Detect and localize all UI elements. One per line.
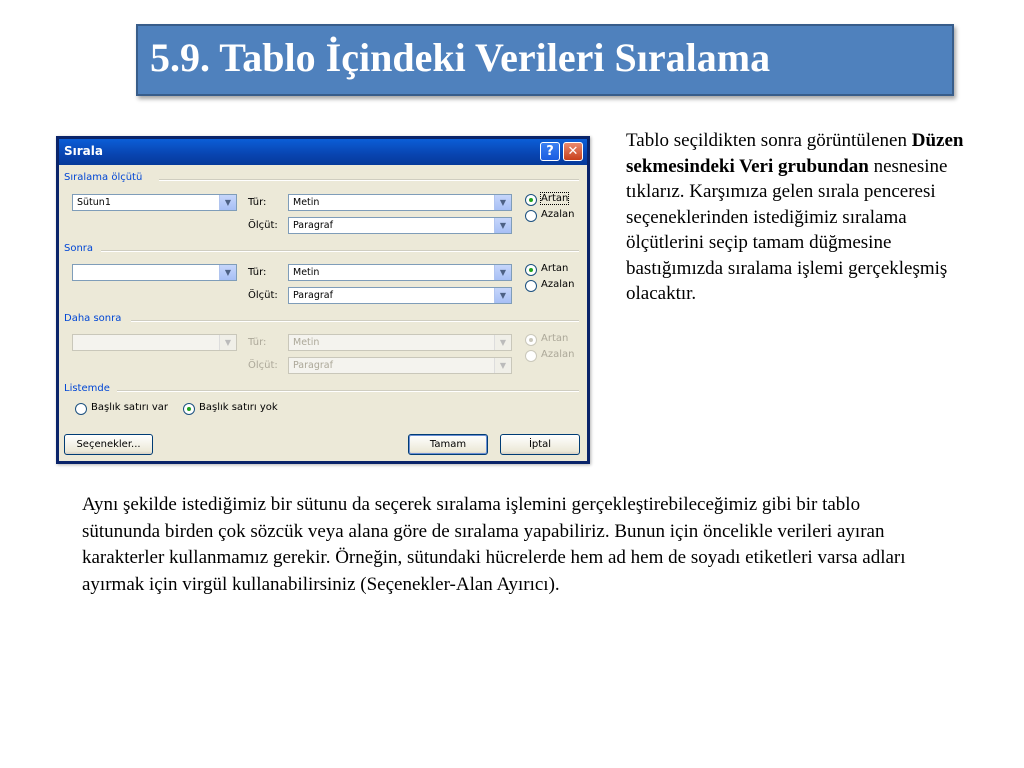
then-by-2-label: Daha sonra [64, 313, 122, 324]
sort-by-type-value: Metin [293, 197, 320, 208]
chevron-down-icon[interactable]: ▼ [219, 335, 236, 350]
description-bold: Düzen sekmesindeki Veri grubundan [626, 130, 964, 177]
then-by-2-column-select[interactable] [72, 334, 237, 351]
type-label: Tür: [248, 197, 267, 208]
divider [101, 250, 579, 252]
then-by-type-value: Metin [293, 267, 320, 278]
then-by-2-type-value: Metin [293, 337, 320, 348]
then-by-desc-label[interactable]: Azalan [541, 279, 575, 290]
slide-title-box [136, 24, 954, 96]
sort-by-criterion-select[interactable] [288, 217, 512, 234]
sort-by-type-select[interactable] [288, 194, 512, 211]
criterion-label: Ölçüt: [248, 220, 278, 231]
then-by-label: Sonra [64, 243, 94, 254]
then-by-2-criterion-select[interactable] [288, 357, 512, 374]
divider [159, 179, 579, 181]
close-button[interactable]: ✕ [563, 142, 583, 161]
ok-button[interactable]: Tamam [408, 434, 488, 455]
description-part-2: nesnesine tıklarız. Karşımıza gelen sırala penceresi seçeneklerinden istediğimiz sıralama ölçütlerini seçip tamam düğmesine bastığımızda sıralama işlemi gerçekleşmiş olacaktır. [626, 155, 948, 304]
sort-by-label: Sıralama ölçütü [64, 172, 143, 183]
sort-dialog [56, 136, 590, 464]
then-by-2-desc-radio[interactable] [525, 350, 537, 362]
then-by-2-criterion-value: Paragraf [293, 360, 333, 371]
then-by-2-asc-label[interactable]: Artan [541, 333, 569, 344]
header-row-no-label[interactable]: Başlık satırı yok [199, 402, 278, 413]
chevron-down-icon[interactable]: ▼ [494, 218, 511, 233]
sort-by-asc-label[interactable]: Artan [541, 193, 569, 204]
sort-by-asc-radio[interactable] [525, 194, 537, 206]
then-by-desc-radio[interactable] [525, 280, 537, 292]
description-text [626, 128, 971, 307]
then-by-asc-label[interactable]: Artan [541, 263, 569, 274]
divider [131, 320, 579, 322]
then-by-type-select[interactable] [288, 264, 512, 281]
then-by-2-desc-label[interactable]: Azalan [541, 349, 575, 360]
dialog-titlebar[interactable] [59, 139, 587, 165]
body-paragraph: Aynı şekilde istediğimiz bir sütunu da seçerek sıralama işlemini gerçekleştirebileceğimiz gibi bir tablo sütununda birden çok sözcük veya alana göre de sıralama yapabiliriz. Bunun için öncelikle verileri ayıran karakterler kullanmamız gerekir. Örneğin, sütundaki hücrelerde hem ad hem de soyadı etiketleri varsa adları ayırmak için virgül kullanabilirsiniz (Seçenekler-Alan Ayırıcı). [82, 494, 906, 595]
then-by-criterion-select[interactable] [288, 287, 512, 304]
sort-by-criterion-value: Paragraf [293, 220, 333, 231]
then-by-asc-radio[interactable] [525, 264, 537, 276]
dialog-title: Sırala [64, 144, 103, 158]
options-button[interactable]: Seçenekler... [64, 434, 153, 455]
type-label: Tür: [248, 267, 267, 278]
chevron-down-icon[interactable]: ▼ [494, 195, 511, 210]
sort-by-column-select[interactable] [72, 194, 237, 211]
header-row-yes-radio[interactable] [75, 403, 87, 415]
sort-by-desc-label[interactable]: Azalan [541, 209, 575, 220]
header-row-yes-label[interactable]: Başlık satırı var [91, 402, 168, 413]
header-row-no-radio[interactable] [183, 403, 195, 415]
slide-title: 5.9. Tablo İçindeki Verileri Sıralama [150, 35, 771, 80]
then-by-column-select[interactable] [72, 264, 237, 281]
chevron-down-icon[interactable]: ▼ [494, 358, 511, 373]
chevron-down-icon[interactable]: ▼ [219, 195, 236, 210]
sort-by-desc-radio[interactable] [525, 210, 537, 222]
chevron-down-icon[interactable]: ▼ [219, 265, 236, 280]
cancel-button[interactable]: İptal [500, 434, 580, 455]
help-button[interactable]: ? [540, 142, 560, 161]
chevron-down-icon[interactable]: ▼ [494, 335, 511, 350]
description-part-1: Tablo seçildikten sonra görüntülenen [626, 130, 912, 151]
chevron-down-icon[interactable]: ▼ [494, 265, 511, 280]
my-list-has-label: Listemde [64, 383, 110, 394]
then-by-criterion-value: Paragraf [293, 290, 333, 301]
divider [117, 390, 579, 392]
type-label: Tür: [248, 337, 267, 348]
then-by-2-asc-radio[interactable] [525, 334, 537, 346]
sort-by-column-value: Sütun1 [77, 197, 111, 208]
criterion-label: Ölçüt: [248, 290, 278, 301]
then-by-2-type-select[interactable] [288, 334, 512, 351]
criterion-label: Ölçüt: [248, 360, 278, 371]
chevron-down-icon[interactable]: ▼ [494, 288, 511, 303]
